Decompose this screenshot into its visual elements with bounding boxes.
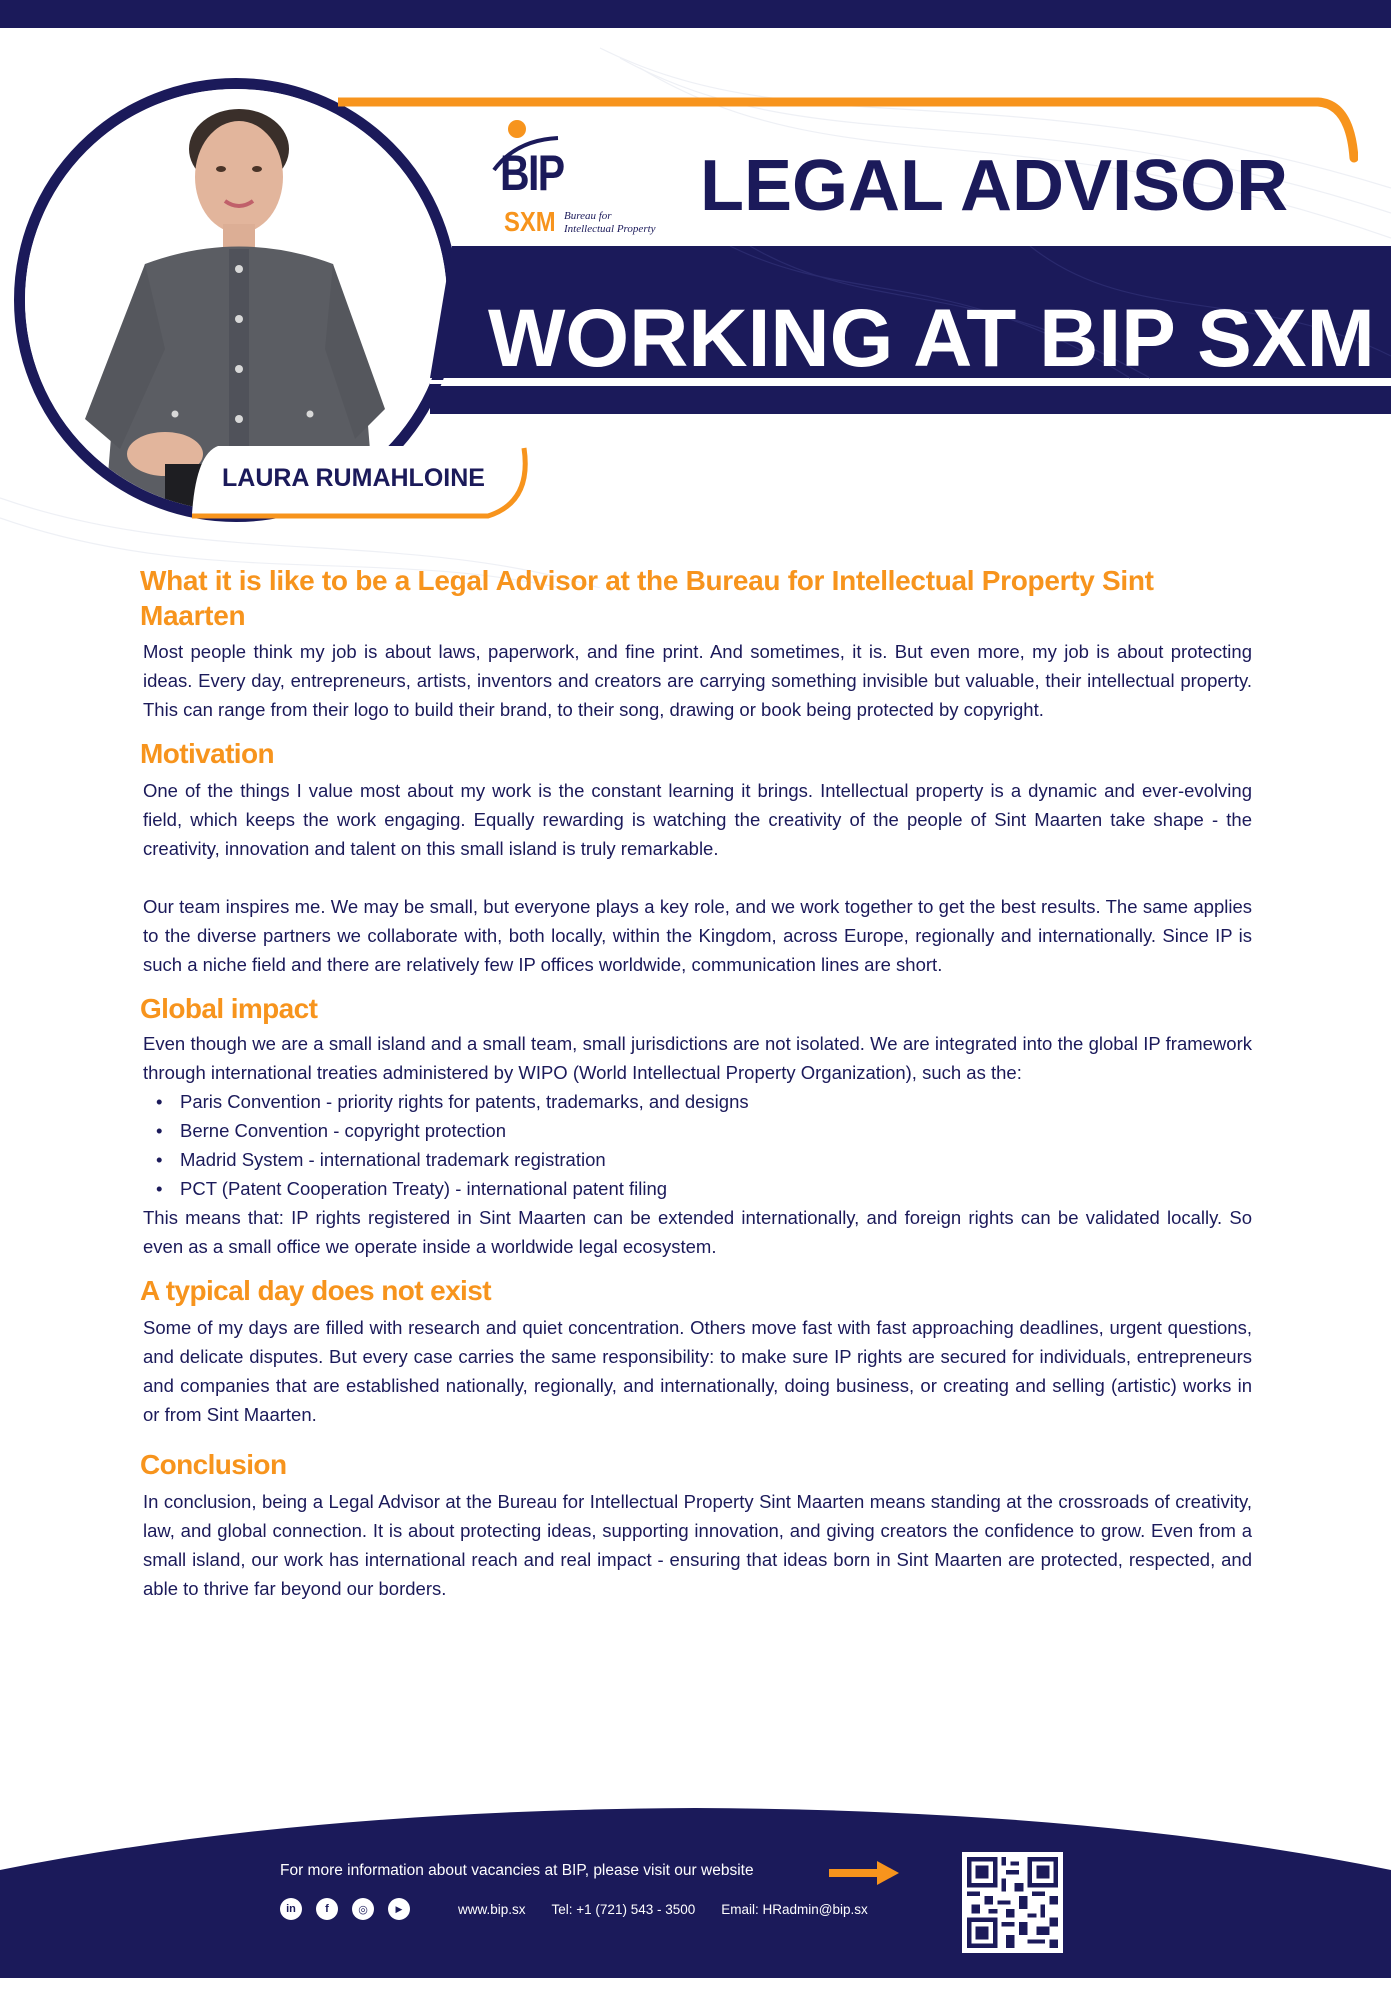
conclusion-paragraph: In conclusion, being a Legal Advisor at the Bureau for Intellectual Property Sint Maarten means standing at the crossroads of creativity, law, and global connection. It is about protecting ideas, supporting innovation, and giving creators the confidence to grow. Even from a small island, our work has international reach and real impact - ensuring that ideas born in Sint Maarten are protected, respected, and able to thrive far beyond our borders. bbox=[143, 1491, 1252, 1599]
bullet-icon: • bbox=[156, 1120, 163, 1141]
qr-code[interactable] bbox=[962, 1852, 1063, 1953]
section-heading-intro: What it is like to be a Legal Advisor at the Bureau for Intellectual Property Sint Maarten bbox=[140, 565, 1154, 631]
bullet-icon: • bbox=[156, 1178, 163, 1199]
section-heading-typical-day: A typical day does not exist bbox=[140, 1275, 491, 1306]
instagram-icon[interactable]: ◎ bbox=[352, 1898, 374, 1920]
treaty-item-text: Berne Convention - copyright protection bbox=[180, 1120, 506, 1141]
article-body bbox=[140, 563, 1252, 1603]
arrow-right-icon bbox=[829, 1860, 899, 1886]
global-impact-outro: This means that: IP rights registered in Sint Maarten can be extended internationally, and foreign rights can be validated locally. So even as a small office we operate inside a worldwide legal ecosystem. bbox=[143, 1207, 1252, 1257]
banner-title: WORKING AT BIP SXM bbox=[488, 293, 1375, 384]
treaty-list bbox=[154, 1087, 1252, 1203]
person-name: LAURA RUMAHLOINE bbox=[222, 464, 485, 492]
youtube-icon[interactable]: ▶ bbox=[388, 1898, 410, 1920]
top-bar bbox=[0, 0, 1391, 28]
role-title: LEGAL ADVISOR bbox=[700, 146, 1289, 226]
section-heading-motivation: Motivation bbox=[140, 738, 274, 769]
motivation-paragraph-2: Our team inspires me. We may be small, but everyone plays a key role, and we work together to get the best results. The same applies to the diverse partners we collaborate with, both locally, within the Kingdom, across Europe, regionally and internationally. Since IP is such a niche field and there are relatively few IP offices worldwide, communication lines are short. bbox=[143, 896, 1252, 975]
phone-number: Tel: +1 (721) 543 - 3500 bbox=[551, 1901, 696, 1917]
bullet-icon: • bbox=[156, 1149, 163, 1170]
linkedin-icon[interactable]: in bbox=[280, 1898, 302, 1920]
logo-tagline-line1: Bureau for bbox=[564, 210, 612, 222]
typical-day-paragraph: Some of my days are filled with research and quiet concentration. Others move fast with fast approaching deadlines, urgent questions, and delicate disputes. But every case carries the same responsibility: to make sure IP rights are secured for individuals, entrepreneurs and companies that are established nationally, regionally, and internationally, doing business, or creating and selling (artistic) works in or from Sint Maarten. bbox=[143, 1317, 1252, 1425]
email-link[interactable]: Email: HRadmin@bip.sx bbox=[721, 1901, 868, 1917]
treaty-item bbox=[154, 1174, 1252, 1203]
logo-tagline-line2: Intellectual Property bbox=[564, 223, 656, 235]
treaty-item-text: Madrid System - international trademark registration bbox=[180, 1149, 606, 1170]
motivation-paragraph-1: One of the things I value most about my work is the constant learning it brings. Intellectual property is a dynamic and ever-evolving field, which keeps the work engaging. Equally rewarding is watching the creativity of the people of Sint Maarten take shape - the creativity, innovation and talent on this small island is truly remarkable. bbox=[143, 780, 1252, 859]
treaty-item bbox=[154, 1116, 1252, 1145]
global-impact-intro: Even though we are a small island and a small team, small jurisdictions are not isolated. We are integrated into the global IP framework through international treaties administered by WIPO (World Intellectual Property Organization), such as the: bbox=[143, 1033, 1252, 1083]
treaty-item bbox=[154, 1087, 1252, 1116]
bullet-icon: • bbox=[156, 1091, 163, 1112]
bip-sxm-logo bbox=[486, 118, 676, 243]
section-heading-conclusion: Conclusion bbox=[140, 1449, 287, 1480]
treaty-item-text: PCT (Patent Cooperation Treaty) - international patent filing bbox=[180, 1178, 668, 1199]
logo-sxm-text: SXM bbox=[504, 206, 556, 237]
website-link[interactable]: www.bip.sx bbox=[458, 1901, 526, 1917]
qr-code-graphic bbox=[967, 1857, 1058, 1948]
footer-cta-text: For more information about vacancies at BIP, please visit our website bbox=[280, 1862, 754, 1879]
logo-bip-text: BIP bbox=[500, 145, 564, 201]
treaty-item-text: Paris Convention - priority rights for patents, trademarks, and designs bbox=[180, 1091, 749, 1112]
treaty-item bbox=[154, 1145, 1252, 1174]
footer-background bbox=[0, 1800, 1391, 1978]
facebook-icon[interactable]: f bbox=[316, 1898, 338, 1920]
section-heading-global-impact: Global impact bbox=[140, 993, 318, 1024]
intro-paragraph: Most people think my job is about laws, paperwork, and fine print. And sometimes, it is. But even more, my job is about protecting ideas. Every day, entrepreneurs, artists, inventors and creators are carrying something invisible but valuable, their intellectual property. This can range from their logo to build their brand, to their song, drawing or book being protected by copyright. bbox=[143, 641, 1252, 720]
footer-contact-row bbox=[280, 1898, 868, 1920]
